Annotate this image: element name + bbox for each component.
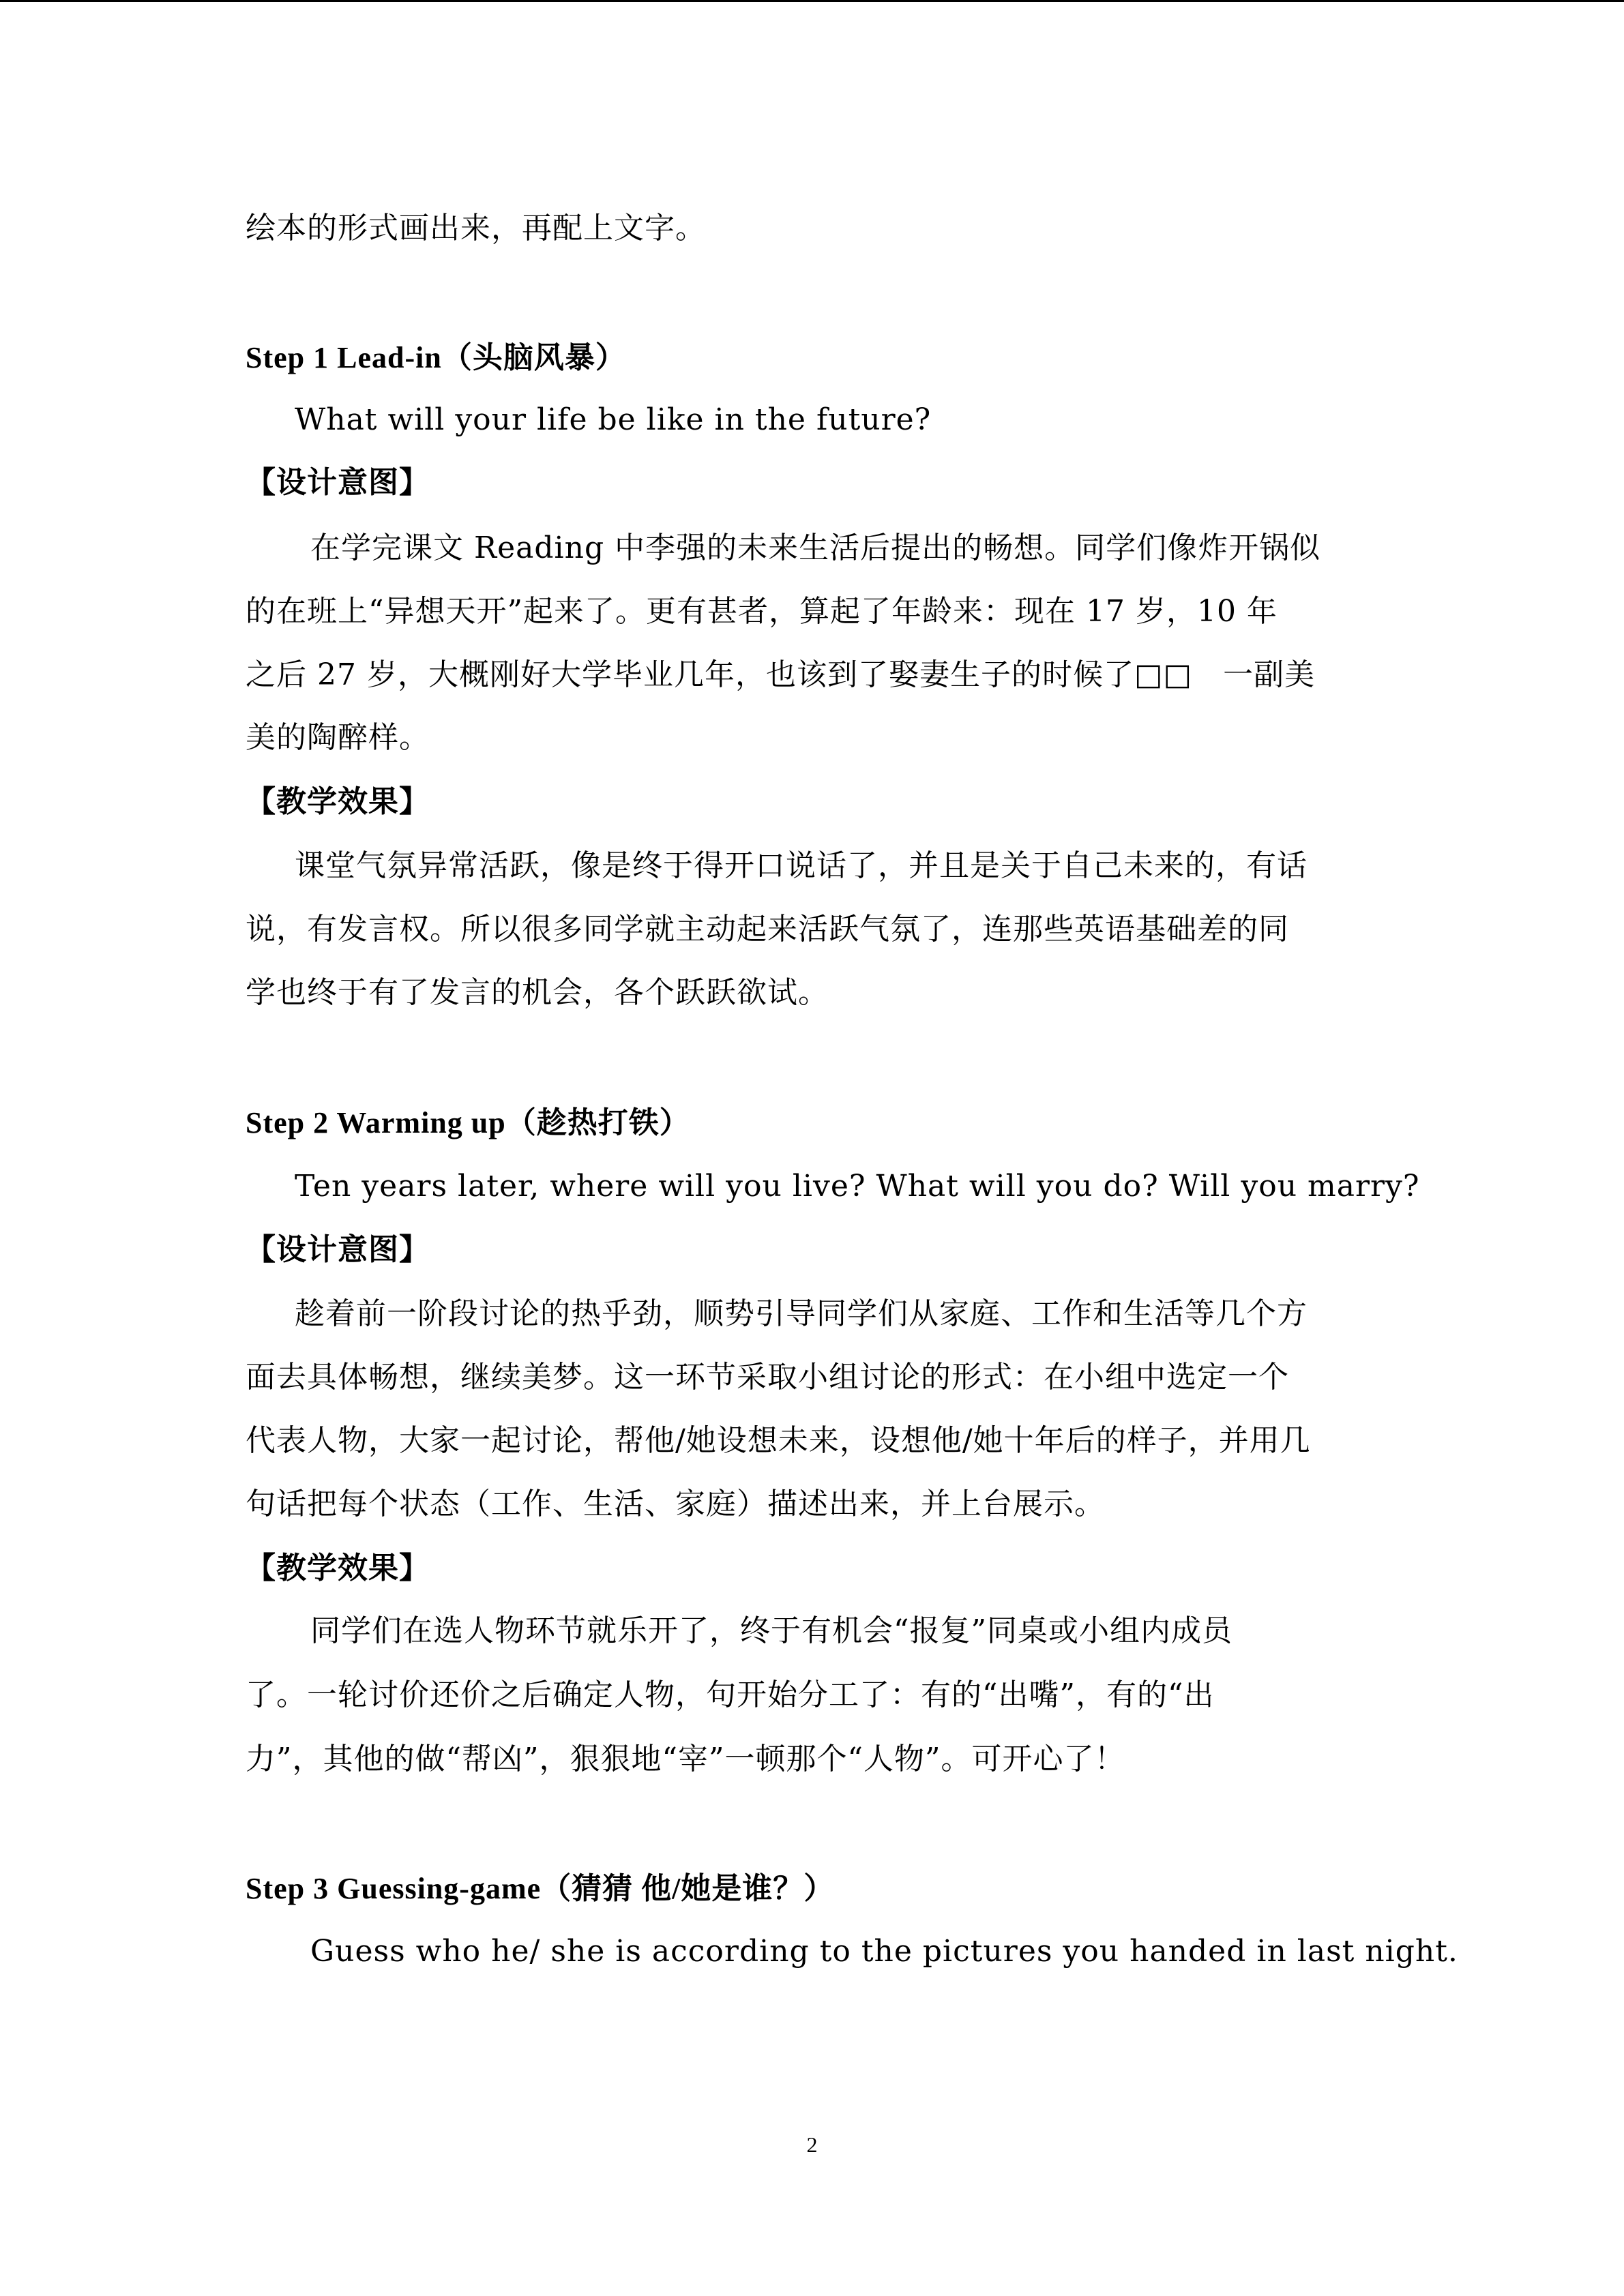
step2-design-line: 代表人物，大家一起讨论，帮他/她设想未来，设想他/她十年后的样子，并用几 — [246, 1423, 1311, 1458]
step2-design-label: 【设计意图】 — [246, 1232, 430, 1267]
step2-effect-line: 同学们在选人物环节就乐开了，终于有机会“报复”同桌或小组内成员 — [310, 1613, 1232, 1648]
step1-effect-label: 【教学效果】 — [246, 784, 430, 819]
step1-design-line: 美的陶醉样。 — [246, 720, 430, 755]
step2-question: Ten years later, where will you live? What will you do? Will you marry? — [295, 1169, 1420, 1204]
intro-line: 绘本的形式画出来，再配上文字。 — [246, 211, 706, 245]
step1-effect-line: 说，有发言权。所以很多同学就主动起来活跃气氛了，连那些英语基础差的同 — [246, 912, 1289, 946]
step2-effect-line: 了。一轮讨价还价之后确定人物，句开始分工了：有的“出嘴”，有的“出 — [246, 1678, 1215, 1712]
step3-question: Guess who he/ she is according to the pictures you handed in last night. — [310, 1934, 1458, 1969]
step2-heading: Step 2 Warming up（趁热打铁） — [246, 1106, 690, 1139]
step1-design-line: 在学完课文 Reading 中李强的未来生活后提出的畅想。同学们像炸开锅似 — [310, 531, 1321, 565]
step3-heading: Step 3 Guessing-game（猜猜 他/她是谁？） — [246, 1872, 835, 1905]
step1-design-label: 【设计意图】 — [246, 465, 430, 500]
step1-design-line: 的在班上“异想天开”起来了。更有甚者，算起了年龄来：现在 17 岁，10 年 — [246, 594, 1278, 629]
step1-effect-line: 学也终于有了发言的机会，各个跃跃欲试。 — [246, 975, 829, 1010]
step2-effect-label: 【教学效果】 — [246, 1551, 430, 1585]
step1-question: What will your life be like in the future? — [295, 402, 932, 437]
step2-effect-line: 力”，其他的做“帮凶”，狠狠地“宰”一顿那个“人物”。可开心了！ — [246, 1742, 1125, 1776]
step2-design-line: 趁着前一阶段讨论的热乎劲，顺势引导同学们从家庭、工作和生活等几个方 — [295, 1296, 1308, 1331]
step2-design-line: 句话把每个状态（工作、生活、家庭）描述出来，并上台展示。 — [246, 1487, 1105, 1521]
step2-design-line: 面去具体畅想，继续美梦。这一环节采取小组讨论的形式：在小组中选定一个 — [246, 1360, 1289, 1395]
page-number: 2 — [806, 2132, 818, 2157]
step1-effect-line: 课堂气氛异常活跃，像是终于得开口说话了，并且是关于自己未来的，有话 — [295, 848, 1308, 883]
step1-design-line: 之后 27 岁，大概刚好大学毕业几年，也该到了娶妻生子的时候了□□ 一副美 — [246, 657, 1316, 692]
step1-heading: Step 1 Lead-in（头脑风暴） — [246, 341, 626, 374]
